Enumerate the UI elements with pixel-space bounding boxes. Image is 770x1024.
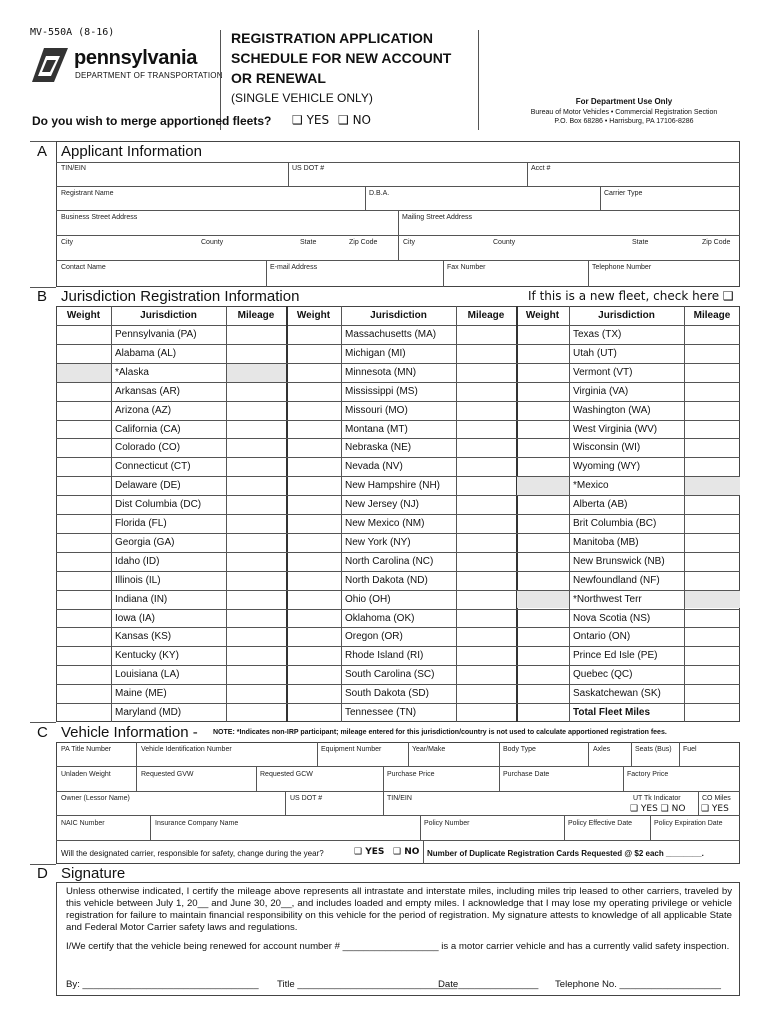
mileage-input[interactable] [456,457,516,476]
mileage-input[interactable] [226,571,286,590]
weight-input[interactable] [516,646,569,665]
weight-header: Weight [525,310,560,321]
policy-expiration-field[interactable]: Policy Expiration Date [654,820,723,827]
jurisdiction-header: Jurisdiction [370,310,427,321]
carrier-type-field[interactable]: Carrier Type [604,190,643,197]
weight-input[interactable] [516,401,569,420]
policy-number-field[interactable]: Policy Number [424,820,470,827]
weight-input[interactable] [516,665,569,684]
weight-input[interactable] [56,495,111,514]
weight-input[interactable] [286,325,341,344]
jurisdiction-name: Arizona (AZ) [115,404,172,416]
mileage-input[interactable] [684,703,740,722]
weight-input[interactable] [56,590,111,609]
jurisdiction-name: Rhode Island (RI) [345,650,424,662]
weight-input[interactable] [286,401,341,420]
jurisdiction-name: Dist Columbia (DC) [115,499,202,511]
mileage-input[interactable] [684,552,740,571]
weight-header: Weight [296,310,331,321]
mileage-input[interactable] [226,420,286,439]
jurisdiction-name: North Carolina (NC) [345,555,434,567]
naic-field[interactable]: NAIC Number [61,820,105,827]
mileage-input[interactable] [456,533,516,552]
factory-price-field[interactable]: Factory Price [627,771,669,778]
jurisdiction-name: *Mexico [573,480,609,492]
mailing-county-field[interactable]: County [493,239,516,246]
weight-input[interactable] [56,684,111,703]
jurisdiction-name: Michigan (MI) [345,347,406,359]
jurisdiction-name: Newfoundland (NF) [573,574,660,586]
axles-field[interactable]: Axles [593,746,611,753]
jurisdiction-name: Manitoba (MB) [573,536,639,548]
mileage-input[interactable] [226,476,286,495]
mailing-city-field[interactable]: City [403,239,416,246]
mileage-input[interactable] [226,646,286,665]
weight-input[interactable] [286,420,341,439]
merge-yes-checkbox[interactable]: ❑ YES [292,113,330,127]
mileage-input[interactable] [226,609,286,628]
mileage-input[interactable] [226,495,286,514]
section-c-title: Vehicle Information - [61,724,198,741]
mileage-input[interactable] [226,627,286,646]
jurisdiction-name: Oregon (OR) [345,631,403,643]
jurisdiction-name: Indiana (IN) [115,593,168,605]
jurisdiction-name: Louisiana (LA) [115,669,180,681]
acct-field[interactable]: Acct # [531,165,551,172]
mileage-input[interactable] [684,646,740,665]
weight-input[interactable] [516,609,569,628]
jurisdiction-name: Nebraska (NE) [345,442,412,454]
weight-input[interactable] [286,665,341,684]
weight-input[interactable] [56,646,111,665]
jurisdiction-name: Florida (FL) [115,518,167,529]
weight-input[interactable] [286,552,341,571]
mileage-input[interactable] [226,401,286,420]
dept-use-line2: P.O. Box 68286 • Harrisburg, PA 17106-8286 [554,118,694,125]
weight-input[interactable] [286,438,341,457]
weight-input[interactable] [516,571,569,590]
mileage-input[interactable] [226,533,286,552]
mileage-input[interactable] [456,590,516,609]
weight-input[interactable] [516,438,569,457]
weight-input[interactable] [286,703,341,722]
weight-input[interactable] [286,382,341,401]
jurisdiction-name: Quebec (QC) [573,669,633,681]
mileage-input[interactable] [684,627,740,646]
form-title-1: REGISTRATION APPLICATION [231,30,433,46]
total-fleet-miles-label: Total Fleet Miles [573,707,651,718]
purchase-date-field[interactable]: Purchase Date [503,771,550,778]
business-address-field[interactable]: Business Street Address [61,214,138,221]
jurisdiction-name: Maine (ME) [115,688,167,700]
mileage-header: Mileage [467,310,505,321]
seats-field[interactable]: Seats (Bus) [635,746,672,753]
section-b-title: Jurisdiction Registration Information [61,288,300,305]
mileage-input[interactable] [456,420,516,439]
jurisdiction-name: Nova Scotia (NS) [573,612,651,624]
jurisdiction-name: Arkansas (AR) [115,385,181,397]
mileage-input[interactable] [226,514,286,533]
owner-lessor-field[interactable]: Owner (Lessor Name) [61,795,130,802]
jurisdiction-name: Prince Ed Isle (PE) [573,650,658,662]
jurisdiction-name: Pennsylvania (PA) [115,329,197,340]
weight-input[interactable] [516,703,569,722]
weight-input[interactable] [286,646,341,665]
jurisdiction-name: Vermont (VT) [573,366,633,378]
renewal-certification-text: I/We certify that the vehicle being renewed for account number # __________________ is a motor carrier vehicle and has a currently valid safety inspection. [66,941,730,952]
mileage-input[interactable] [226,363,286,382]
section-d-title: Signature [61,865,126,882]
mileage-input[interactable] [684,401,740,420]
mileage-input[interactable] [456,325,516,344]
mileage-input[interactable] [684,495,740,514]
usdot-field[interactable]: US DOT # [292,165,325,172]
jurisdiction-name: Alberta (AB) [573,499,628,511]
weight-input[interactable] [56,665,111,684]
mileage-input[interactable] [684,665,740,684]
weight-input[interactable] [516,590,569,609]
weight-input[interactable] [516,476,569,495]
mileage-input[interactable] [456,703,516,722]
mileage-input[interactable] [226,552,286,571]
dept-use-title: For Department Use Only [575,97,673,106]
weight-input[interactable] [56,552,111,571]
jurisdiction-name: South Carolina (SC) [345,669,435,681]
jurisdiction-name: Delaware (DE) [115,480,181,492]
mileage-input[interactable] [456,495,516,514]
weight-input[interactable] [56,571,111,590]
mileage-input[interactable] [684,571,740,590]
mileage-header: Mileage [237,310,275,321]
weight-input[interactable] [56,344,111,363]
jurisdiction-name: Montana (MT) [345,423,408,435]
purchase-price-field[interactable]: Purchase Price [387,771,435,778]
mileage-input[interactable] [456,438,516,457]
certification-text: Unless otherwise indicated, I certify the mileage above represents all intrastate and interstate miles, including miles trip leased to other carriers, traveled by this vehicle between July 1, 20__ and June 30, 20__, and includes loaded and empty miles. I acknowledge that I may lose my operating privilege or vehicle registration for failure to maintain financial responsibility on this vehicle for the period of registration. My signature attests to knowledge of all applicable State and Federal Motor Carrier safety laws and regulations. [66,886,732,933]
mileage-input[interactable] [456,382,516,401]
weight-input[interactable] [56,476,111,495]
unladen-weight-field[interactable]: Unladen Weight [61,771,111,778]
carrier-change-question: Will the designated carrier, responsible for safety, change during the year? [61,849,324,858]
jurisdiction-name: Illinois (IL) [115,574,161,586]
mileage-input[interactable] [684,684,740,703]
jurisdiction-name: Ontario (ON) [573,631,631,643]
jurisdiction-name: New York (NY) [345,536,411,548]
form-title-3: OR RENEWAL [231,70,326,86]
jurisdiction-name: Tennessee (TN) [345,707,417,718]
weight-input[interactable] [286,627,341,646]
dept-use-line1: Bureau of Motor Vehicles • Commercial Registration Section [530,109,718,116]
weight-input[interactable] [286,457,341,476]
weight-input[interactable] [516,533,569,552]
weight-input[interactable] [286,495,341,514]
jurisdiction-name: New Hampshire (NH) [345,480,441,492]
jurisdiction-name: Washington (WA) [573,404,651,416]
jurisdiction-name: Nevada (NV) [345,461,403,473]
jurisdiction-name: Ohio (OH) [345,593,391,605]
mileage-input[interactable] [226,684,286,703]
weight-input[interactable] [286,590,341,609]
weight-input[interactable] [516,382,569,401]
mileage-input[interactable] [456,552,516,571]
mailing-address-field[interactable]: Mailing Street Address [402,214,473,221]
mileage-input[interactable] [456,627,516,646]
section-c-box [56,742,740,864]
fax-field[interactable]: Fax Number [447,264,486,271]
mileage-input[interactable] [226,665,286,684]
weight-input[interactable] [286,684,341,703]
co-miles-yes-checkbox[interactable]: ❑ YES [701,804,729,814]
signature-date-field[interactable]: Date_______________ [438,979,539,990]
mileage-input[interactable] [456,571,516,590]
mileage-input[interactable] [684,382,740,401]
jurisdiction-name: Missouri (MO) [345,404,408,416]
jurisdiction-header: Jurisdiction [140,310,197,321]
vin-field[interactable]: Vehicle Identification Number [141,746,232,753]
pa-title-field[interactable]: PA Title Number [61,746,112,753]
mileage-input[interactable] [226,438,286,457]
requested-gcw-field[interactable]: Requested GCW [260,771,313,778]
weight-input[interactable] [516,627,569,646]
weight-input[interactable] [56,533,111,552]
form-subtitle: (SINGLE VEHICLE ONLY) [231,91,373,105]
weight-input[interactable] [56,457,111,476]
weight-input[interactable] [286,571,341,590]
mileage-input[interactable] [684,420,740,439]
jurisdiction-name: Wisconsin (WI) [573,442,641,454]
carrier-change-yes[interactable]: ❑ YES [354,847,385,857]
jurisdiction-name: *Alaska [115,366,149,378]
weight-input[interactable] [56,382,111,401]
jurisdiction-name: Idaho (ID) [115,555,160,567]
jurisdiction-name: Massachusetts (MA) [345,329,437,340]
business-zip-field[interactable]: Zip Code [349,239,378,246]
mileage-input[interactable] [684,533,740,552]
section-a-title: Applicant Information [61,143,202,160]
weight-input[interactable] [56,703,111,722]
mileage-input[interactable] [226,325,286,344]
insurance-company-field[interactable]: Insurance Company Name [155,820,239,827]
jurisdiction-name: New Mexico (NM) [345,518,425,529]
business-city-field[interactable]: City [61,239,74,246]
merge-no-checkbox[interactable]: ❑ NO [338,113,371,127]
form-title-2: SCHEDULE FOR NEW ACCOUNT [231,50,452,66]
business-county-field[interactable]: County [201,239,224,246]
weight-input[interactable] [516,420,569,439]
section-c-note: NOTE: *Indicates non-IRP participant; mileage entered for this jurisdiction/country is not used to calculate apportioned registration fees. [213,729,667,736]
weight-input[interactable] [56,325,111,344]
weight-input[interactable] [516,457,569,476]
equipment-field[interactable]: Equipment Number [321,746,382,753]
mileage-input[interactable] [226,344,286,363]
mileage-input[interactable] [684,514,740,533]
contact-name-field[interactable]: Contact Name [61,264,106,271]
section-a-letter: A [37,143,48,160]
section-d-letter: D [37,865,48,882]
mileage-input[interactable] [456,609,516,628]
requested-gvw-field[interactable]: Requested GVW [141,771,194,778]
jurisdiction-header: Jurisdiction [598,310,655,321]
weight-input[interactable] [56,609,111,628]
mileage-input[interactable] [684,344,740,363]
policy-effective-field[interactable]: Policy Effective Date [568,820,633,827]
jurisdiction-name: New Brunswick (NB) [573,555,665,567]
fuel-field[interactable]: Fuel [683,746,697,753]
mileage-input[interactable] [684,325,740,344]
keystone-logo-icon [30,46,70,84]
jurisdiction-name: South Dakota (SD) [345,688,429,700]
jurisdiction-name: North Dakota (ND) [345,574,428,586]
jurisdiction-name: New Jersey (NJ) [345,499,419,511]
mileage-input[interactable] [684,438,740,457]
jurisdiction-name: Alabama (AL) [115,347,177,359]
weight-input[interactable] [56,514,111,533]
jurisdiction-name: Oklahoma (OK) [345,612,415,624]
mileage-input[interactable] [456,514,516,533]
section-b-letter: B [37,288,48,305]
jurisdiction-name: Maryland (MD) [115,707,182,718]
weight-input[interactable] [286,344,341,363]
duplicate-cards-field[interactable]: Number of Duplicate Registration Cards Requested @ $2 each ________. [427,849,704,858]
dba-field[interactable]: D.B.A. [369,190,390,197]
mileage-input[interactable] [456,646,516,665]
ut-tk-indicator-label: UT Tk Indicator [633,795,681,802]
form-number: MV-550A (8-16) [30,27,115,38]
weight-input[interactable] [286,514,341,533]
weight-input[interactable] [516,344,569,363]
mileage-input[interactable] [226,382,286,401]
signature-by-field[interactable]: By: _________________________________ [66,979,259,990]
registrant-name-field[interactable]: Registrant Name [61,190,114,197]
mileage-input[interactable] [684,590,740,609]
mileage-input[interactable] [226,457,286,476]
mileage-input[interactable] [456,363,516,382]
tin-ein-field[interactable]: TIN/EIN [61,165,86,172]
jurisdiction-name: Mississippi (MS) [345,385,418,397]
jurisdiction-name: Virginia (VA) [573,385,629,397]
weight-input[interactable] [516,552,569,571]
jurisdiction-name: Saskatchewan (SK) [573,688,661,700]
weight-input[interactable] [56,438,111,457]
weight-input[interactable] [286,533,341,552]
jurisdiction-name: Kentucky (KY) [115,650,179,662]
signature-phone-field[interactable]: Telephone No. ___________________ [555,979,721,990]
mileage-header: Mileage [693,310,731,321]
weight-input[interactable] [56,401,111,420]
weight-input[interactable] [286,476,341,495]
year-make-field[interactable]: Year/Make [412,746,446,753]
weight-input[interactable] [56,420,111,439]
jurisdiction-name: Utah (UT) [573,347,617,359]
jurisdiction-name: Wyoming (WY) [573,461,641,473]
new-fleet-checkbox[interactable]: If this is a new fleet, check here ❑ [528,289,734,303]
mileage-input[interactable] [456,344,516,363]
mailing-zip-field[interactable]: Zip Code [702,239,731,246]
weight-input[interactable] [516,363,569,382]
jurisdiction-name: Connecticut (CT) [115,461,191,473]
signature-title-field[interactable]: Title ______________________________ [277,979,458,990]
jurisdiction-name: Brit Columbia (BC) [573,518,657,529]
mileage-input[interactable] [684,476,740,495]
merge-question: Do you wish to merge apportioned fleets? [32,114,272,128]
weight-input[interactable] [56,363,111,382]
weight-input[interactable] [516,495,569,514]
mileage-input[interactable] [456,476,516,495]
vehicle-tin-field[interactable]: TIN/EIN [387,795,412,802]
mileage-input[interactable] [226,590,286,609]
jurisdiction-name: Iowa (IA) [115,612,156,624]
jurisdiction-name: Kansas (KS) [115,631,172,643]
telephone-field[interactable]: Telephone Number [592,264,652,271]
ut-tk-checkboxes[interactable]: ❑ YES ❑ NO [630,804,686,814]
section-c-letter: C [37,724,48,741]
mailing-state-field[interactable]: State [632,239,649,246]
mileage-input[interactable] [684,609,740,628]
jurisdiction-name: *Northwest Terr [573,593,642,605]
email-field[interactable]: E-mail Address [270,264,318,271]
jurisdiction-name: Georgia (GA) [115,536,175,548]
jurisdiction-name: Texas (TX) [573,329,622,340]
mileage-input[interactable] [684,363,740,382]
mileage-input[interactable] [684,457,740,476]
weight-input[interactable] [516,325,569,344]
carrier-change-no[interactable]: ❑ NO [393,847,420,857]
jurisdiction-name: West Virginia (WV) [573,423,658,435]
jurisdiction-name: California (CA) [115,423,181,435]
business-state-field[interactable]: State [300,239,317,246]
weight-input[interactable] [56,627,111,646]
mileage-input[interactable] [456,684,516,703]
weight-input[interactable] [286,609,341,628]
body-type-field[interactable]: Body Type [503,746,536,753]
agency-dept: DEPARTMENT OF TRANSPORTATION [75,71,223,80]
mileage-input[interactable] [456,665,516,684]
weight-input[interactable] [516,514,569,533]
weight-header: Weight [66,310,101,321]
jurisdiction-name: Minnesota (MN) [345,366,417,378]
co-miles-label: CO Miles [702,795,731,802]
weight-input[interactable] [286,363,341,382]
mileage-input[interactable] [226,703,286,722]
agency-name: pennsylvania [74,47,198,69]
jurisdiction-name: Colorado (CO) [115,442,181,454]
weight-input[interactable] [516,684,569,703]
vehicle-usdot-field[interactable]: US DOT # [290,795,323,802]
mileage-input[interactable] [456,401,516,420]
